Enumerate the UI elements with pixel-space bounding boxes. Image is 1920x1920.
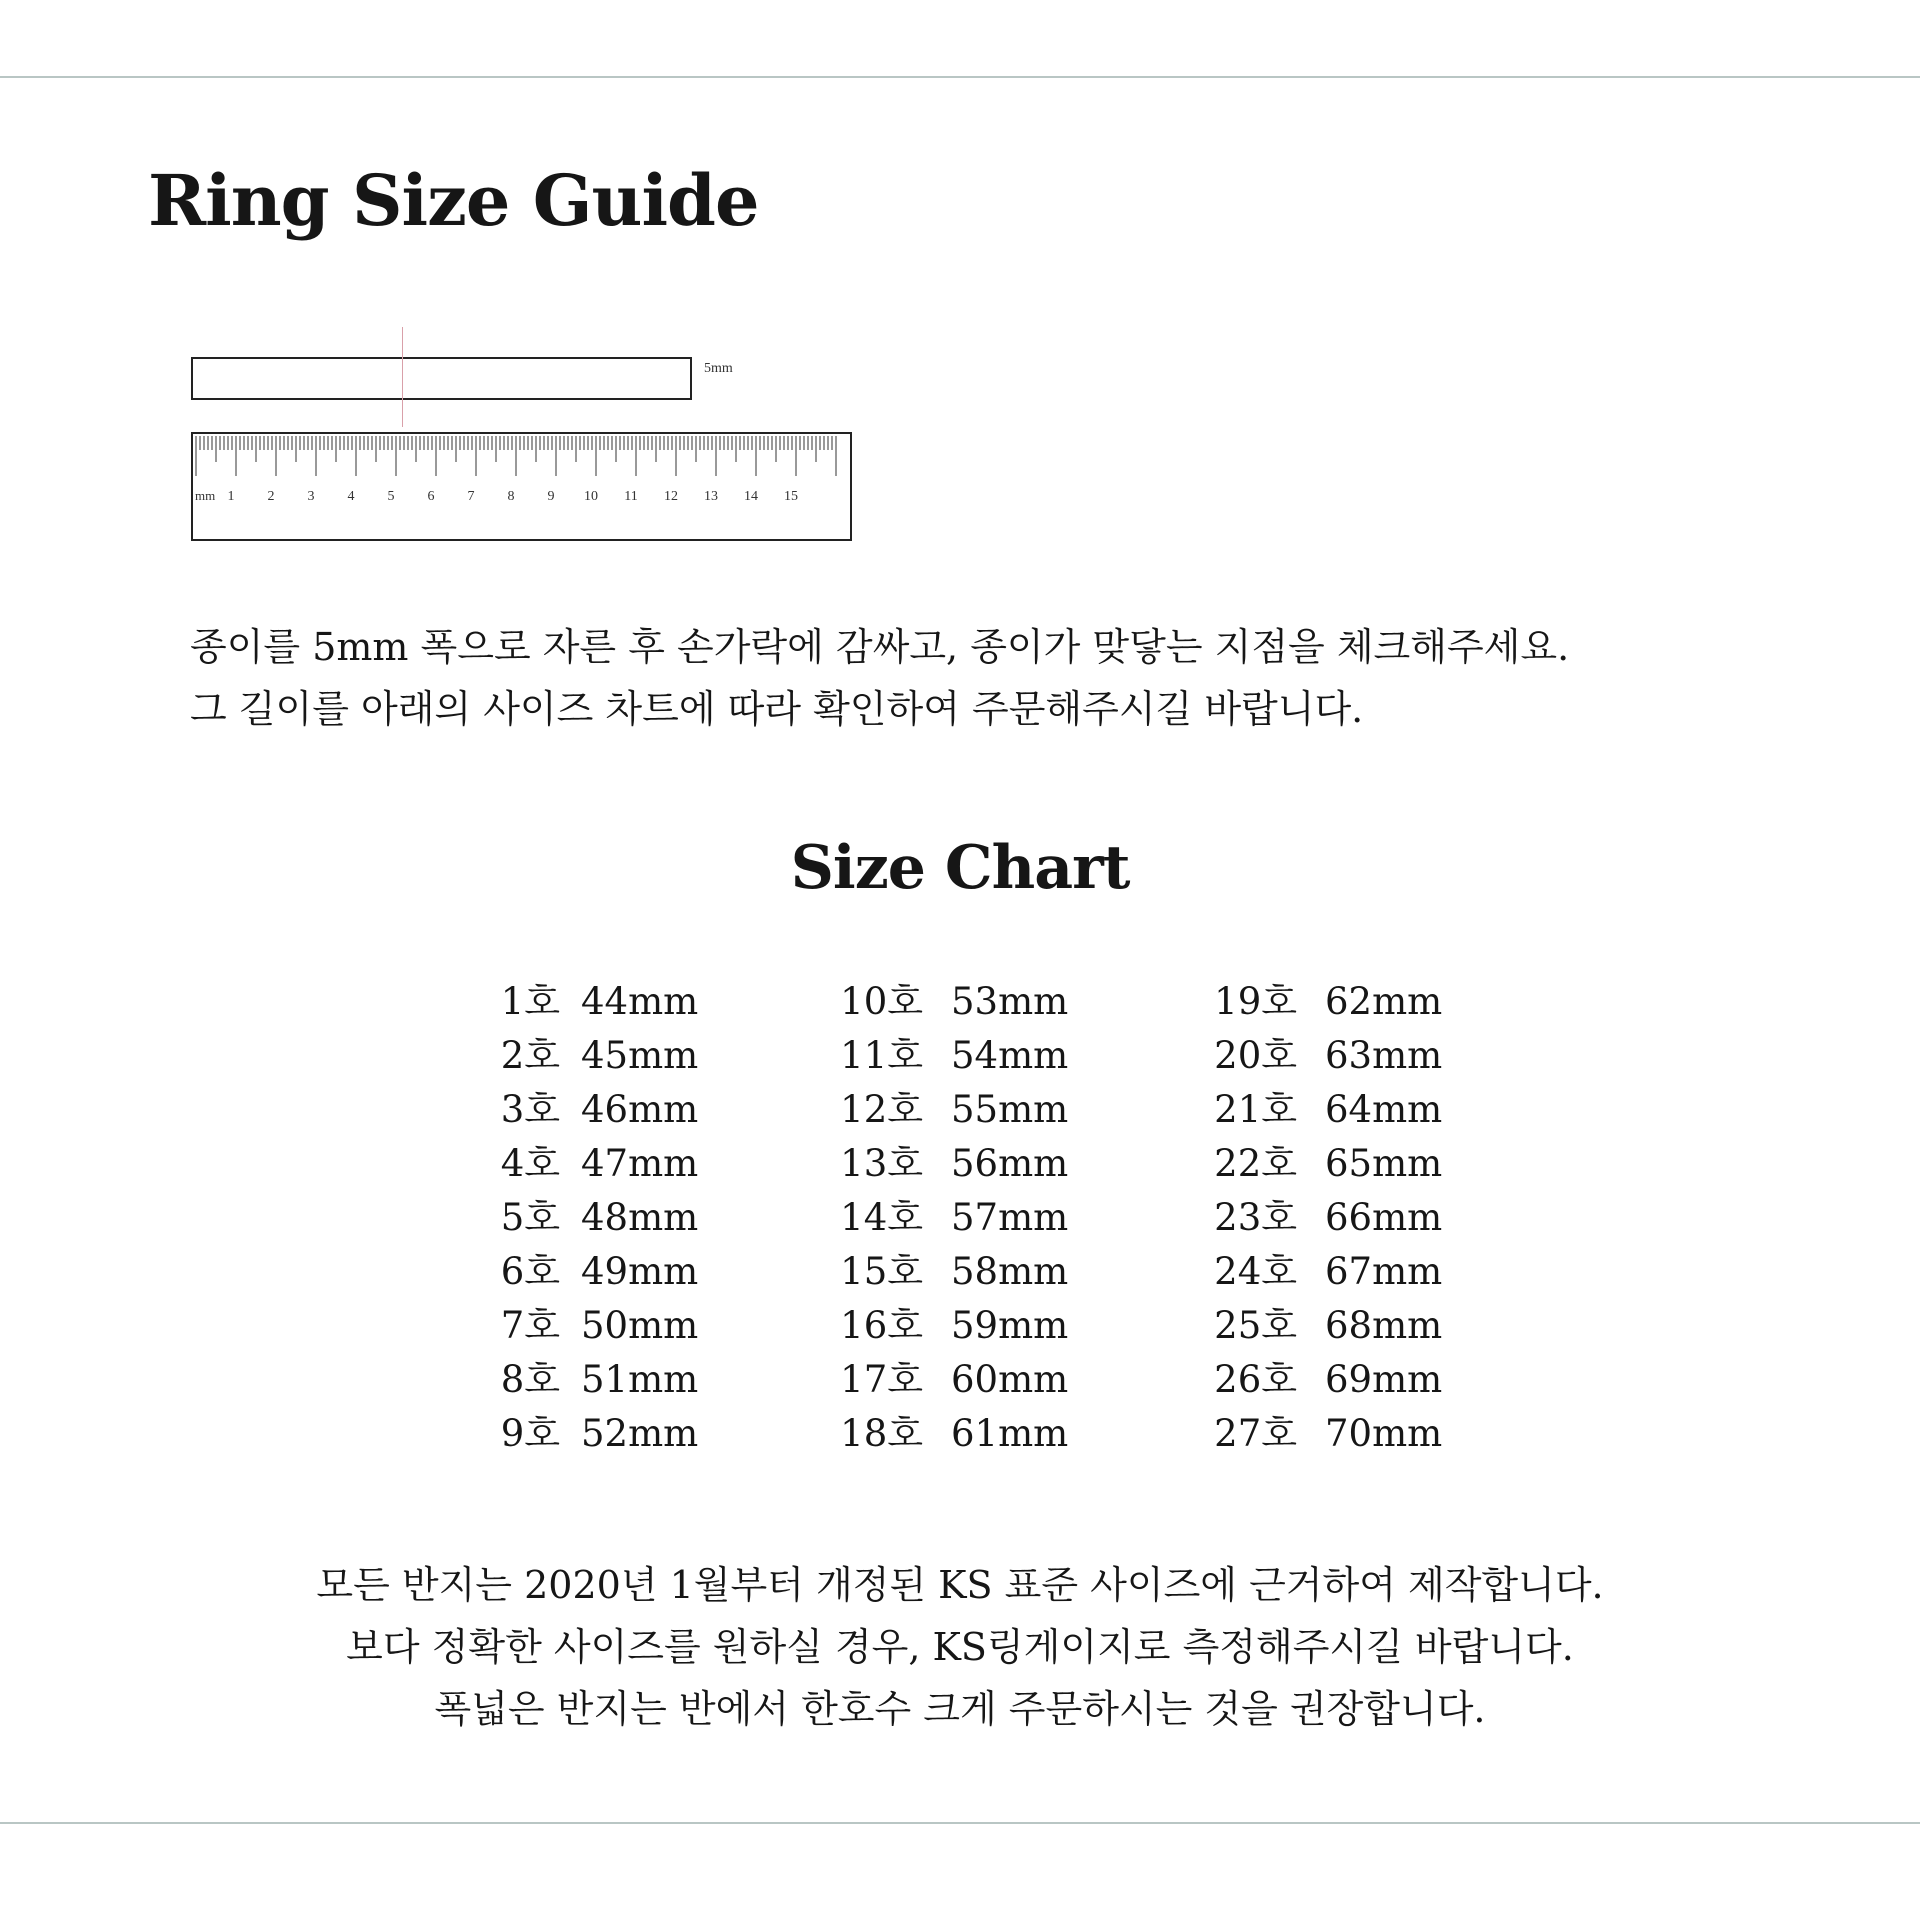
ring-circumference: 54mm — [951, 1034, 1069, 1077]
size-row — [0, 1194, 1920, 1248]
ring-size-number: 11호 — [840, 1034, 923, 1077]
ruler-number: 13 — [704, 489, 718, 504]
paper-strip-outline — [191, 357, 692, 400]
ruler-scale — [191, 432, 852, 541]
size-chart-title: Size Chart — [790, 833, 1130, 903]
ring-circumference: 64mm — [1325, 1088, 1443, 1131]
size-row — [0, 978, 1920, 1032]
ring-size-number: 27호 — [1214, 1412, 1297, 1455]
ring-circumference: 49mm — [581, 1250, 699, 1293]
ring-size-number: 15호 — [840, 1250, 923, 1293]
ring-circumference: 61mm — [951, 1412, 1069, 1455]
ring-circumference: 52mm — [581, 1412, 699, 1455]
ring-circumference: 70mm — [1325, 1412, 1443, 1455]
ring-circumference: 51mm — [581, 1358, 699, 1401]
ruler-number: 15 — [784, 489, 798, 504]
ring-circumference: 45mm — [581, 1034, 699, 1077]
ring-circumference: 50mm — [581, 1304, 699, 1347]
instruction-line: 종이를 5mm 폭으로 자른 후 손가락에 감싸고, 종이가 맞닿는 지점을 체크해주세요. — [190, 625, 1570, 669]
ruler-number: 9 — [547, 489, 555, 504]
ring-size-number: 20호 — [1214, 1034, 1297, 1077]
ruler-number: 12 — [664, 489, 678, 504]
ring-size-number: 14호 — [840, 1196, 923, 1239]
ring-circumference: 56mm — [951, 1142, 1069, 1185]
strip-width-label: 5mm — [704, 361, 733, 376]
note-line: 모든 반지는 2020년 1월부터 개정된 KS 표준 사이즈에 근거하여 제작합니다. — [316, 1563, 1604, 1607]
ring-size-number: 6호 — [500, 1250, 560, 1293]
ring-size-number: 17호 — [840, 1358, 923, 1401]
measure-instructions — [190, 616, 1569, 740]
ruler-number: 14 — [744, 489, 758, 504]
ring-circumference: 44mm — [581, 980, 699, 1023]
ring-size-number: 8호 — [500, 1358, 560, 1401]
size-row — [0, 1086, 1920, 1140]
ring-circumference: 68mm — [1325, 1304, 1443, 1347]
ring-size-number: 12호 — [840, 1088, 923, 1131]
size-row — [0, 1410, 1920, 1464]
ring-circumference: 65mm — [1325, 1142, 1443, 1185]
ring-circumference: 57mm — [951, 1196, 1069, 1239]
ruler-number: 3 — [307, 489, 315, 504]
ruler-unit-label: mm — [195, 488, 216, 503]
ring-size-number: 23호 — [1214, 1196, 1297, 1239]
size-row — [0, 1032, 1920, 1086]
size-column — [0, 978, 1920, 1464]
ring-size-number: 5호 — [500, 1196, 560, 1239]
note-line: 폭넓은 반지는 반에서 한호수 크게 주문하시는 것을 권장합니다. — [434, 1687, 1486, 1731]
ruler-number: 5 — [387, 489, 395, 504]
ring-size-number: 1호 — [500, 980, 560, 1023]
ring-size-number: 22호 — [1214, 1142, 1297, 1185]
ring-size-number: 25호 — [1214, 1304, 1297, 1347]
strip-marker-line — [402, 327, 403, 427]
ring-size-number: 13호 — [840, 1142, 923, 1185]
ring-circumference: 47mm — [581, 1142, 699, 1185]
ring-size-number: 2호 — [500, 1034, 560, 1077]
ring-size-number: 16호 — [840, 1304, 923, 1347]
ruler-number: 1 — [227, 489, 235, 504]
ring-circumference: 53mm — [951, 980, 1069, 1023]
ring-circumference: 62mm — [1325, 980, 1443, 1023]
size-row — [0, 1356, 1920, 1410]
ring-size-number: 18호 — [840, 1412, 923, 1455]
ring-circumference: 55mm — [951, 1088, 1069, 1131]
ruler-number: 11 — [624, 489, 638, 504]
ring-circumference: 67mm — [1325, 1250, 1443, 1293]
size-notes — [0, 1554, 1920, 1740]
ruler-number: 2 — [267, 489, 275, 504]
ring-size-number: 9호 — [500, 1412, 560, 1455]
ring-circumference: 46mm — [581, 1088, 699, 1131]
ring-size-number: 21호 — [1214, 1088, 1297, 1131]
ring-size-number: 4호 — [500, 1142, 560, 1185]
ring-circumference: 48mm — [581, 1196, 699, 1239]
ring-circumference: 60mm — [951, 1358, 1069, 1401]
ring-circumference: 63mm — [1325, 1034, 1443, 1077]
ring-size-number: 26호 — [1214, 1358, 1297, 1401]
ring-size-number: 7호 — [500, 1304, 560, 1347]
top-divider — [0, 76, 1920, 78]
ring-circumference: 66mm — [1325, 1196, 1443, 1239]
ring-circumference: 59mm — [951, 1304, 1069, 1347]
ring-size-number: 19호 — [1214, 980, 1297, 1023]
ring-circumference: 69mm — [1325, 1358, 1443, 1401]
instruction-line: 그 길이를 아래의 사이즈 차트에 따라 확인하여 주문해주시길 바랍니다. — [190, 687, 1364, 731]
size-row — [0, 1302, 1920, 1356]
ruler-number: 10 — [584, 489, 598, 504]
note-line: 보다 정확한 사이즈를 원하실 경우, KS링게이지로 측정해주시길 바랍니다. — [346, 1625, 1574, 1669]
ring-circumference: 58mm — [951, 1250, 1069, 1293]
size-row — [0, 1248, 1920, 1302]
ruler-number: 8 — [507, 489, 515, 504]
ring-size-number: 3호 — [500, 1088, 560, 1131]
ring-size-number: 24호 — [1214, 1250, 1297, 1293]
ring-size-number: 10호 — [840, 980, 923, 1023]
ruler-number: 6 — [427, 489, 435, 504]
size-row — [0, 1140, 1920, 1194]
ruler-number: 4 — [347, 489, 355, 504]
page-title: Ring Size Guide — [148, 159, 759, 242]
ruler-number: 7 — [467, 489, 475, 504]
bottom-divider — [0, 1822, 1920, 1824]
